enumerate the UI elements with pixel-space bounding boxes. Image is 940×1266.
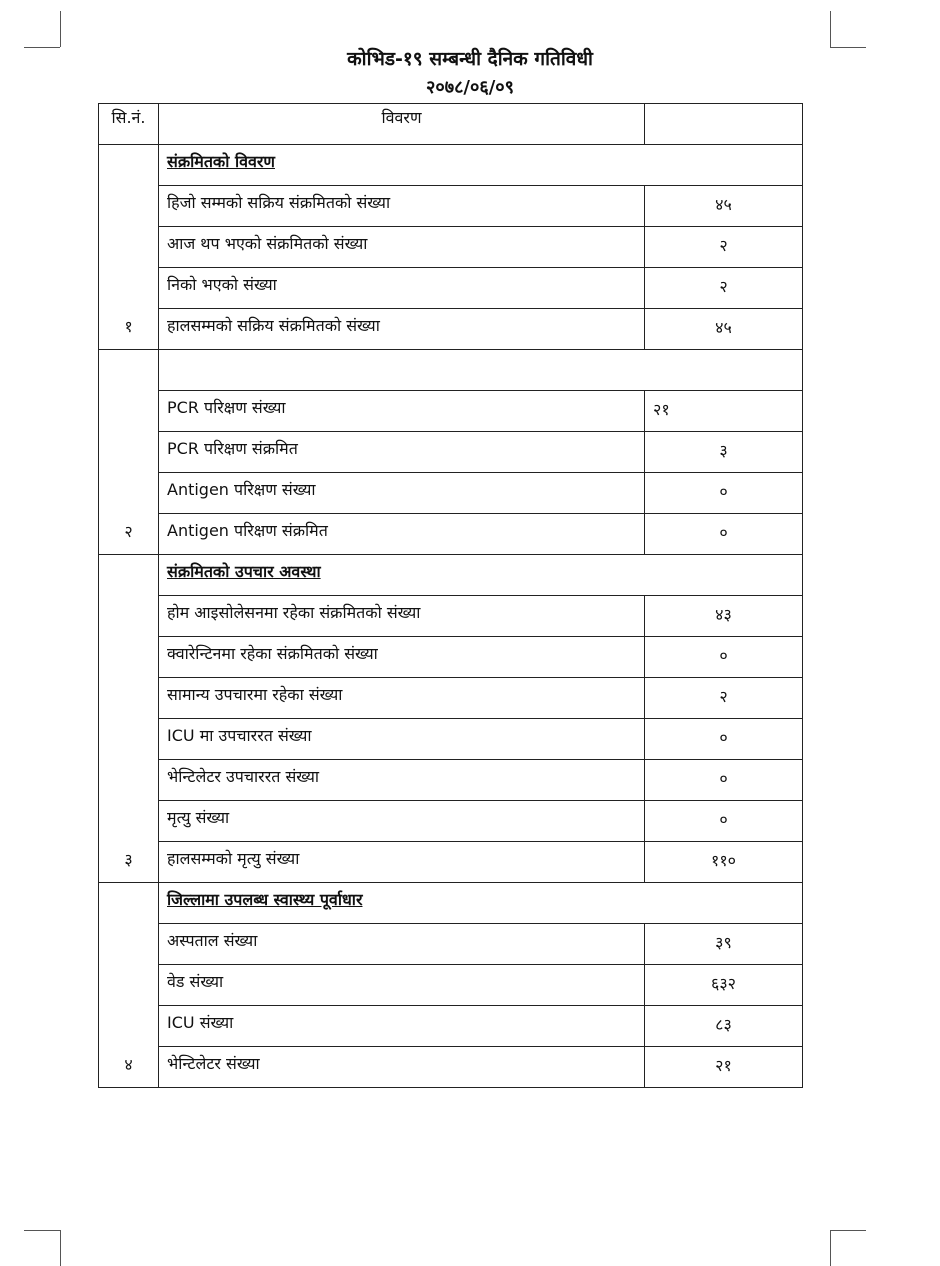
- crop-mark: [60, 1230, 61, 1266]
- table-row: [99, 1006, 803, 1047]
- table-row: [99, 473, 803, 514]
- row-value: २१: [645, 391, 803, 432]
- row-label: क्वारेन्टिनमा रहेका संक्रमितको संख्या: [159, 637, 645, 678]
- table-row: [99, 719, 803, 760]
- row-value: ०: [645, 801, 803, 842]
- table-row: [99, 391, 803, 432]
- table-row: [99, 268, 803, 309]
- section-serial: ४: [99, 883, 159, 1088]
- table-row: [99, 432, 803, 473]
- section-serial: ३: [99, 555, 159, 883]
- row-value: २: [645, 227, 803, 268]
- crop-mark: [830, 1230, 866, 1231]
- row-label: अस्पताल संख्या: [159, 924, 645, 965]
- section-serial: १: [99, 145, 159, 350]
- row-value: २१: [645, 1047, 803, 1088]
- row-label: हालसम्मको मृत्यु संख्या: [159, 842, 645, 883]
- section-title: [159, 350, 803, 391]
- row-value: ०: [645, 637, 803, 678]
- row-label: Antigen परिक्षण संख्या: [159, 473, 645, 514]
- section-title-row: [99, 350, 803, 391]
- document-title: कोभिड-१९ सम्बन्धी दैनिक गतिविधी: [347, 48, 593, 70]
- table-header-row: [99, 104, 803, 145]
- section-title: संक्रमितको उपचार अवस्था: [159, 555, 803, 596]
- row-label: होम आइसोलेसनमा रहेका संक्रमितको संख्या: [159, 596, 645, 637]
- row-label: सामान्य उपचारमा रहेका संख्या: [159, 678, 645, 719]
- crop-mark: [830, 1230, 831, 1266]
- row-label: ICU संख्या: [159, 1006, 645, 1047]
- table-row: [99, 842, 803, 883]
- table-row: [99, 227, 803, 268]
- header-value: [645, 104, 803, 145]
- table-row: [99, 596, 803, 637]
- table-row: [99, 760, 803, 801]
- table-row: [99, 186, 803, 227]
- table-row: [99, 1047, 803, 1088]
- row-label: PCR परिक्षण संख्या: [159, 391, 645, 432]
- row-value: ११०: [645, 842, 803, 883]
- section-title: संक्रमितको विवरण: [159, 145, 803, 186]
- row-label: निको भएको संख्या: [159, 268, 645, 309]
- crop-mark: [830, 11, 831, 47]
- row-value: ८३: [645, 1006, 803, 1047]
- row-label: भेन्टिलेटर संख्या: [159, 1047, 645, 1088]
- section-title-row: [99, 555, 803, 596]
- table-row: [99, 924, 803, 965]
- header-serial: सि.नं.: [99, 104, 159, 145]
- table-row: [99, 678, 803, 719]
- row-label: मृत्यु संख्या: [159, 801, 645, 842]
- section-serial: २: [99, 350, 159, 555]
- row-label: हालसम्मको सक्रिय संक्रमितको संख्या: [159, 309, 645, 350]
- document-date: २०७८/०६/०९: [425, 77, 515, 98]
- row-value: २: [645, 678, 803, 719]
- crop-mark: [24, 1230, 60, 1231]
- row-value: ४५: [645, 309, 803, 350]
- row-value: ०: [645, 719, 803, 760]
- section-title-row: [99, 145, 803, 186]
- row-label: हिजो सम्मको सक्रिय संक्रमितको संख्या: [159, 186, 645, 227]
- row-value: ३९: [645, 924, 803, 965]
- row-label: आज थप भएको संक्रमितको संख्या: [159, 227, 645, 268]
- row-label: Antigen परिक्षण संक्रमित: [159, 514, 645, 555]
- row-label: वेड संख्या: [159, 965, 645, 1006]
- table-row: [99, 309, 803, 350]
- row-label: ICU मा उपचाररत संख्या: [159, 719, 645, 760]
- table-row: [99, 514, 803, 555]
- row-label: PCR परिक्षण संक्रमित: [159, 432, 645, 473]
- row-value: ३: [645, 432, 803, 473]
- row-value: ०: [645, 514, 803, 555]
- row-value: ४३: [645, 596, 803, 637]
- crop-mark: [60, 11, 61, 47]
- row-value: ६३२: [645, 965, 803, 1006]
- row-value: ०: [645, 473, 803, 514]
- header-description: विवरण: [159, 104, 645, 145]
- row-value: ४५: [645, 186, 803, 227]
- section-title: जिल्लामा उपलब्ध स्वास्थ्य पूर्वाधार: [159, 883, 803, 924]
- table-row: [99, 965, 803, 1006]
- row-value: ०: [645, 760, 803, 801]
- row-value: २: [645, 268, 803, 309]
- table-row: [99, 801, 803, 842]
- row-label: भेन्टिलेटर उपचाररत संख्या: [159, 760, 645, 801]
- section-title-row: [99, 883, 803, 924]
- report-table: [98, 103, 803, 1088]
- table-row: [99, 637, 803, 678]
